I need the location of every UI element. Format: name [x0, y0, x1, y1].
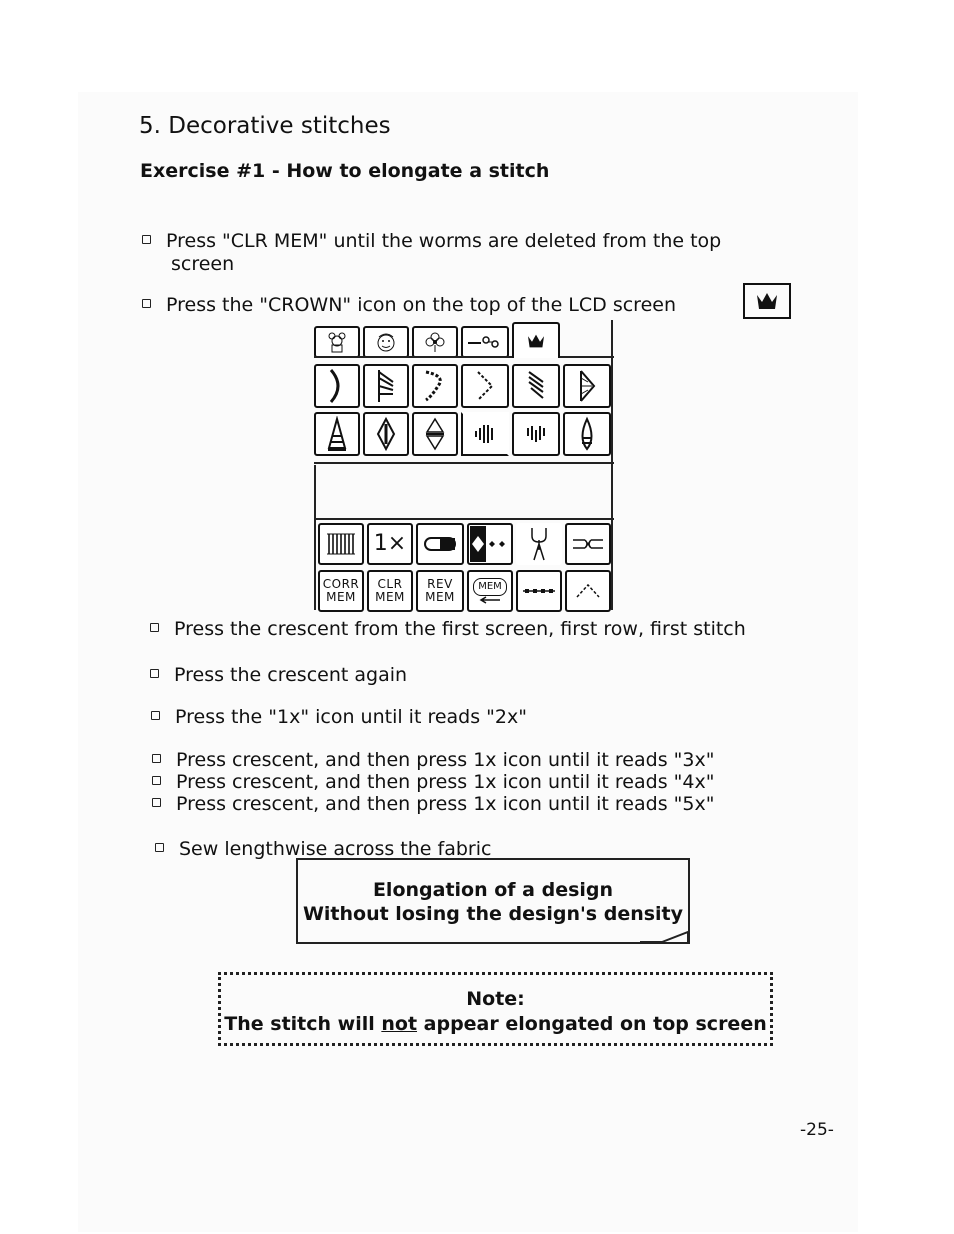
sewing-category-key[interactable]: [461, 326, 509, 358]
step-clr-mem-cont: screen: [171, 253, 235, 275]
page-curl-icon: [640, 930, 690, 944]
needle-icon: [526, 526, 552, 562]
checkbox-bullet: [142, 299, 151, 308]
clr-mem-label-1: CLR: [377, 577, 403, 591]
crescent-stitch-icon: [327, 368, 347, 404]
drop-stitch-icon: [576, 416, 598, 452]
note-emphasis: not: [381, 1013, 418, 1035]
step-1x-icon: Press the "1x" icon until it reads "2x": [151, 706, 527, 728]
stitch-position-key[interactable]: [467, 523, 513, 565]
elongation-callout: [296, 858, 690, 944]
crown-icon: [526, 333, 546, 349]
step-crescent-again: Press the crescent again: [150, 664, 407, 686]
note-text: The stitch will not appear elongated on top screen: [224, 1013, 767, 1035]
step-clr-mem: Press "CLR MEM" until the worms are deleted from the top: [142, 230, 721, 252]
checkbox-bullet: [152, 754, 161, 763]
straight-stitch-key[interactable]: [516, 570, 562, 612]
zigzag-stitch-key[interactable]: [565, 570, 611, 612]
wedge-stitch-key[interactable]: [363, 364, 409, 408]
elongate-label: 1×: [373, 531, 407, 556]
straight-stitch-icon: [521, 586, 557, 596]
bars-stitch-key[interactable]: [461, 412, 509, 456]
tulip-stitch-key[interactable]: [512, 412, 560, 456]
capsule-icon: [422, 535, 458, 553]
thread-cut-icon: [571, 534, 605, 554]
step-crown: Press the "CROWN" icon on the top of the LCD screen: [142, 294, 676, 316]
tab-underline-right: [560, 356, 614, 358]
checkbox-bullet: [155, 843, 164, 852]
lcd-divider-bottom: [314, 518, 614, 520]
pyramid-stitch-icon: [326, 416, 348, 452]
note-box: [218, 972, 773, 1046]
diamond-stitch-key[interactable]: [363, 412, 409, 456]
lcd-frame-left: [314, 465, 316, 610]
clr-mem-label-2: MEM: [375, 590, 405, 604]
corr-mem-label-2: MEM: [326, 590, 356, 604]
exercise-title: Exercise #1 - How to elongate a stitch: [140, 160, 550, 182]
callout-line-1: Elongation of a design: [372, 879, 614, 901]
page-number: -25-: [800, 1120, 834, 1140]
checkbox-bullet: [142, 235, 151, 244]
lcd-frame-right: [611, 320, 613, 610]
bear-category-key[interactable]: [314, 326, 360, 358]
tab-underline-left: [314, 356, 512, 358]
needle-key[interactable]: [516, 523, 562, 565]
step-sew: Sew lengthwise across the fabric: [155, 838, 491, 860]
bear-icon: [326, 331, 348, 353]
corr-mem-key[interactable]: [318, 570, 364, 612]
thread-cut-key[interactable]: [565, 523, 611, 565]
pyramid-stitch-key[interactable]: [314, 412, 360, 456]
note-heading: Note:: [466, 988, 525, 1010]
arc-stitch-key[interactable]: [412, 364, 458, 408]
drop-stitch-key[interactable]: [563, 412, 611, 456]
elongate-key[interactable]: [367, 523, 413, 565]
chevron-stitch-icon: [474, 368, 496, 404]
rev-mem-label-2: MEM: [425, 590, 455, 604]
mirror-key[interactable]: [416, 523, 464, 565]
slant-stitch-icon: [525, 368, 547, 404]
density-key[interactable]: [318, 523, 364, 565]
checkbox-bullet: [152, 798, 161, 807]
zigzag-icon: [573, 581, 603, 601]
face-icon: [375, 331, 397, 353]
arc-stitch-icon: [424, 368, 446, 404]
arrow-left-icon: [478, 596, 502, 604]
step-press-crescent: Press the crescent from the first screen, first row, first stitch: [150, 618, 746, 640]
checkbox-bullet: [151, 711, 160, 720]
slant-stitch-key[interactable]: [512, 364, 560, 408]
face-category-key[interactable]: [363, 326, 409, 358]
triangle-stitch-key[interactable]: [563, 364, 611, 408]
tulip-stitch-icon: [523, 422, 549, 446]
mem-label: MEM: [473, 578, 507, 596]
bars-stitch-icon: [472, 422, 498, 446]
section-title: 5. Decorative stitches: [139, 113, 391, 139]
crown-icon: [743, 283, 791, 319]
mem-key[interactable]: [467, 570, 513, 612]
lcd-screen: [314, 320, 618, 615]
checkbox-bullet: [150, 623, 159, 632]
flower-icon: [424, 331, 446, 353]
diamond-stitch-icon: [375, 416, 397, 452]
triangle-stitch-icon: [576, 368, 598, 404]
flower-category-key[interactable]: [412, 326, 458, 358]
zigzag-density-icon: [325, 530, 357, 558]
checkbox-bullet: [150, 669, 159, 678]
corr-mem-label-1: CORR: [322, 577, 360, 591]
step-4x: Press crescent, and then press 1x icon until it reads "4x": [152, 771, 714, 793]
crescent-stitch-key[interactable]: [314, 364, 360, 408]
step-5x: Press crescent, and then press 1x icon until it reads "5x": [152, 793, 714, 815]
wedge-stitch-icon: [375, 368, 397, 404]
rev-mem-label-1: REV: [427, 577, 453, 591]
step-3x: Press crescent, and then press 1x icon until it reads "3x": [152, 749, 714, 771]
lcd-divider-top: [314, 462, 614, 464]
clr-mem-key[interactable]: [367, 570, 413, 612]
scissors-icon: [467, 335, 503, 349]
rev-mem-key[interactable]: [416, 570, 464, 612]
checkbox-bullet: [152, 776, 161, 785]
chevron-stitch-key[interactable]: [461, 364, 509, 408]
split-diamond-stitch-icon: [424, 416, 446, 452]
callout-line-2: Without losing the design's density: [302, 903, 684, 925]
split-diamond-stitch-key[interactable]: [412, 412, 458, 456]
diamond-dots-icon: [470, 526, 510, 562]
crown-category-key[interactable]: [512, 322, 560, 358]
